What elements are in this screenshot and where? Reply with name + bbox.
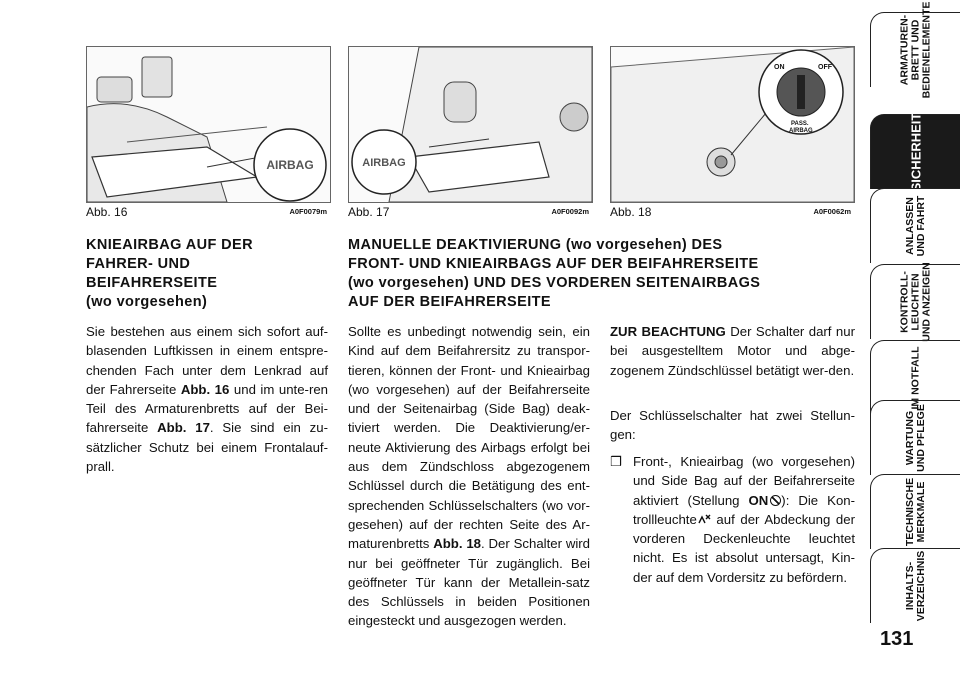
switch-airbag-label: AIRBAG <box>789 128 813 134</box>
tab-armaturenbrett[interactable] <box>870 1 960 99</box>
heading-line: AUF DER BEIFAHRERSEITE <box>348 294 551 310</box>
figure-reference: Abb. 16 <box>180 381 230 397</box>
tab-label-line: UND FAHRT <box>914 195 927 257</box>
tab-label-line: INHALTS- <box>903 561 916 611</box>
heading-line: (wo vorgesehen) <box>86 294 208 310</box>
text-span: und im unte-ren Teil des Armaturenbretts auf der Bei-fahrerseite <box>86 381 329 436</box>
text-span: . Der Schalter wird nur bei geöffneter Tür zugänglich. Bei geöffneter Tür kann der Metallein-satz des Schlüssels in beiden Positionen eingesteckt und ausgezogen werden. <box>348 536 590 629</box>
knee-airbag-heading <box>86 236 336 312</box>
tab-label-line: VERZEICHNIS <box>914 550 927 622</box>
on-position-label: ON <box>748 492 769 508</box>
note-paragraph <box>610 322 855 380</box>
tab-label-line: IM NOTFALL <box>909 346 921 410</box>
tab-label <box>899 2 932 99</box>
tab-label <box>905 478 927 546</box>
tab-label <box>910 113 921 192</box>
tab-sicherheit[interactable] <box>870 112 960 192</box>
tab-label-line: ARMATUREN- <box>898 14 910 86</box>
tab-label <box>905 404 927 472</box>
tab-inhaltsverzeichnis[interactable] <box>870 548 960 623</box>
figure-code: A0F0079m <box>289 207 327 216</box>
figure-label: Abb. 16 <box>86 205 128 219</box>
tab-technische-merkmale[interactable] <box>870 474 960 549</box>
text-span: ): Die Kon-trollleuchte <box>633 492 856 527</box>
tab-wartung[interactable] <box>870 400 960 475</box>
airbag-callout-17: AIRBAG <box>362 157 406 169</box>
figure-label: Abb. 17 <box>348 205 390 219</box>
text-span: Sollte es unbedingt notwendig sein, ein Kind auf dem Beifahrersitz zu transpor-tieren, können der Front- und Knieairbag (wo vorgesehen) auf der Beifahrerseite und der Seitenairbag (Side Bag) deak-tiviert werden. Die Deaktivierung/er-neute Aktivierung des Airbags erfolgt bei aus dem Zündschloss abgezogenem Schlüssel durch die Betätigung des ent-sprechenden Schlüsselschalters (wo vor-gesehen) auf der rechten Seite des Ar-maturenbretts <box>348 324 590 552</box>
text-span: Der Schlüsselschalter hat zwei Stellun-gen: <box>610 408 855 443</box>
airbag-callout-16: AIRBAG <box>266 158 314 172</box>
text-span: Sie bestehen aus einem sich sofort auf-blasenden Luftkissen in einem entspre-chenden Fach unter dem Lenkrad auf der Fahrerseite <box>86 324 328 397</box>
switch-off-label: OFF <box>818 64 832 71</box>
heading-line: (wo vorgesehen) UND DES VORDEREN SEITENAIRBAGS <box>348 275 761 291</box>
note-label: ZUR BEACHTUNG <box>610 324 726 339</box>
switch-pass-label: PASS. <box>791 121 809 127</box>
figure-abb-17 <box>348 46 593 203</box>
tab-label-line: UND PFLEGE <box>914 404 927 472</box>
figure-reference: Abb. 18 <box>433 536 482 552</box>
figure-reference: Abb. 17 <box>157 420 210 436</box>
knee-airbag-driver-illustration <box>87 47 330 202</box>
tab-label-line: WARTUNG <box>903 410 916 466</box>
caption-abb-18 <box>610 205 853 219</box>
chapter-sidebar <box>866 0 960 692</box>
heading-line: FAHRER- UND <box>86 256 191 272</box>
knee-airbag-passenger-illustration <box>349 47 592 202</box>
tab-label-line: BRETT UND <box>909 19 921 81</box>
tab-label <box>899 262 932 342</box>
text-span: auf der Abdeckung der vorderen Deckenleuchte leuchtet nicht. Es ist absolut untersagt, Kin-der auf dem Vordersitz zu befördern. <box>633 511 855 585</box>
airbag-warning-light-icon <box>697 511 711 523</box>
bullet-checkbox-icon: ❒ <box>610 454 622 469</box>
heading-line: MANUELLE DEAKTIVIERUNG (wo vorgesehen) DES <box>348 237 723 253</box>
tab-label <box>905 551 927 622</box>
switch-on-label: ON <box>774 64 785 71</box>
tab-label-line: BEDIENELEMENTE <box>920 1 932 99</box>
knee-airbag-paragraph <box>86 322 328 476</box>
heading-line: FRONT- UND KNIEAIRBAGS AUF DER BEIFAHRERSEITE <box>348 256 759 272</box>
figure-code: A0F0092m <box>551 207 589 216</box>
tab-label-line: KONTROLL- <box>898 271 910 333</box>
heading-line: BEIFAHRERSEITE <box>86 275 218 291</box>
tab-label-line: ANLASSEN <box>903 197 916 255</box>
bullet-item <box>633 452 855 587</box>
tab-label-line: LEUCHTEN <box>909 273 921 331</box>
tab-anlassen[interactable] <box>870 188 960 263</box>
page-number: 131 <box>880 628 914 650</box>
deactivation-heading <box>348 236 858 312</box>
airbag-off-symbol-icon <box>770 495 781 506</box>
tab-label-line: TECHNISCHE <box>903 477 916 547</box>
tab-label-line: SICHERHEIT <box>908 112 923 192</box>
figure-label: Abb. 18 <box>610 205 652 219</box>
tab-label <box>905 196 927 257</box>
figure-abb-16 <box>86 46 331 203</box>
deactivation-paragraph <box>348 322 590 631</box>
caption-abb-17 <box>348 205 591 219</box>
tab-label-line: UND ANZEIGEN <box>920 262 932 342</box>
heading-line: KNIEAIRBAG AUF DER <box>86 237 253 253</box>
text-span: Front-, Knieairbag (wo vorgesehen) und Side Bag auf der Beifahrerseite aktiviert (Stellung <box>633 454 855 508</box>
text-span: Der Schalter darf nur bei ausgestelltem Motor und abge-zogenem Zündschlüssel betätigt wer-den. <box>610 324 855 378</box>
tab-kontrollleuchten[interactable] <box>870 262 960 342</box>
text-span: . Sie sind ein zu-sätzlicher Schutz bei einem Frontalauf-prall. <box>86 420 328 475</box>
figure-code: A0F0062m <box>813 207 851 216</box>
figure-abb-18 <box>610 46 855 203</box>
tab-label-line: MERKMALE <box>914 481 927 543</box>
airbag-key-switch-illustration <box>611 47 854 202</box>
caption-abb-16 <box>86 205 329 219</box>
switch-positions-paragraph <box>610 406 855 445</box>
